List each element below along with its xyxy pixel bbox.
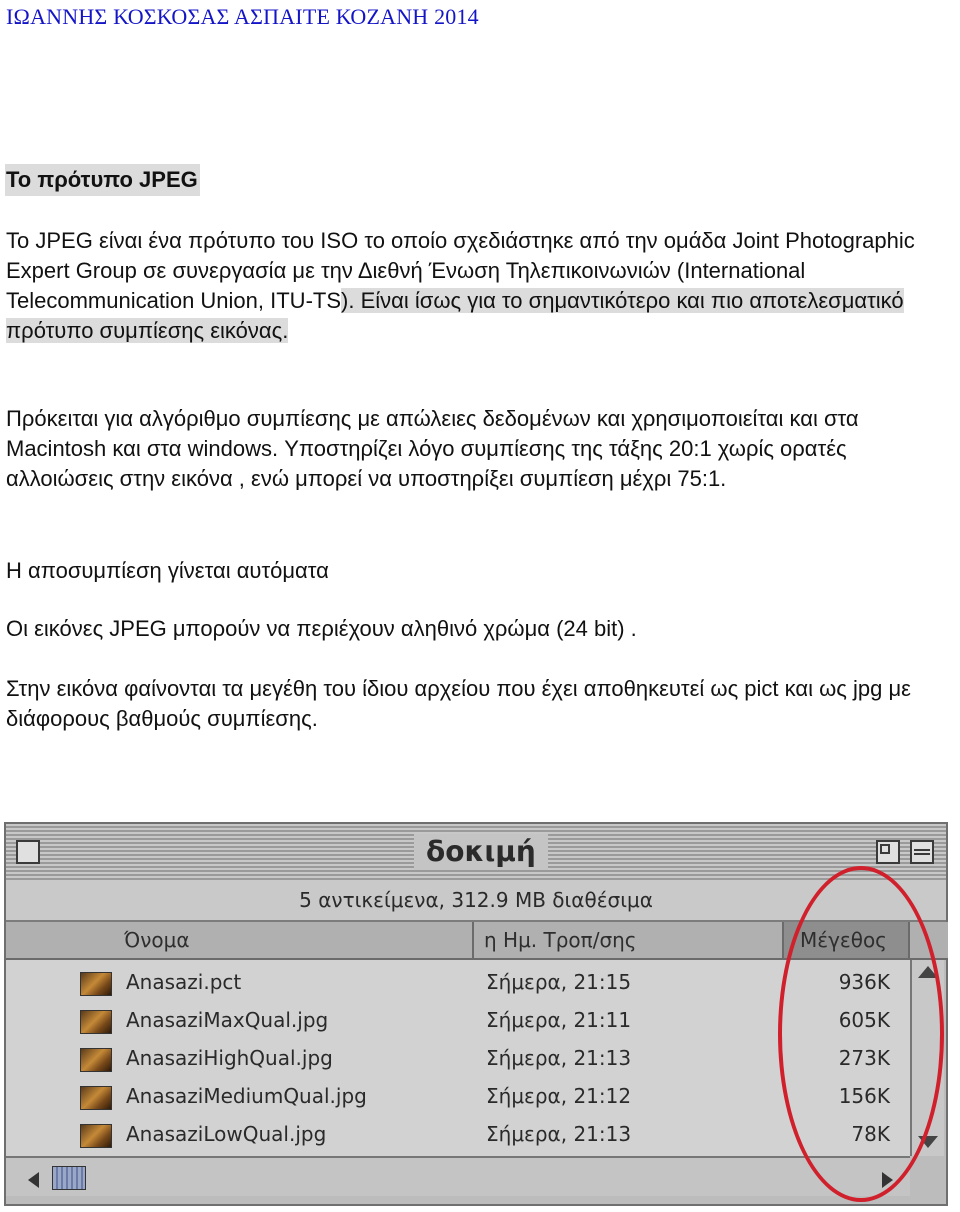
file-row[interactable]: [6, 1002, 910, 1040]
image-file-icon: [80, 1010, 112, 1034]
close-box-icon[interactable]: [16, 840, 40, 864]
paragraph-figure-note: Στην εικόνα φαίνονται τα μεγέθη του ίδιου αρχείου που έχει αποθηκευτεί ως pict και ως jpg με διάφορους βαθμούς συμπίεσης.: [6, 676, 911, 731]
column-header-name-label: Όνομα: [124, 928, 190, 952]
file-date: Σήμερα, 21:12: [486, 1084, 632, 1108]
file-name: AnasaziLowQual.jpg: [126, 1122, 327, 1146]
paragraph-intro: [6, 226, 956, 346]
file-size: 936K: [838, 970, 890, 994]
file-size: 78K: [851, 1122, 890, 1146]
paragraph-color: Οι εικόνες JPEG μπορούν να περιέχουν αληθινό χρώμα (24 bit) .: [6, 616, 637, 641]
image-file-icon: [80, 1086, 112, 1110]
image-file-icon: [80, 972, 112, 996]
zoom-box-icon[interactable]: [876, 840, 900, 864]
file-list: [6, 960, 910, 1156]
column-header-name[interactable]: [6, 922, 474, 960]
window-titlebar[interactable]: [6, 824, 946, 880]
file-size: 273K: [838, 1046, 890, 1070]
column-header-size-label: Μέγεθος: [800, 928, 887, 952]
section-title: Το πρότυπο JPEG: [5, 164, 200, 196]
file-date: Σήμερα, 21:15: [486, 970, 632, 994]
file-size: 605K: [838, 1008, 890, 1032]
file-row[interactable]: [6, 1116, 910, 1154]
file-name: AnasaziMaxQual.jpg: [126, 1008, 329, 1032]
scroll-left-arrow-icon[interactable]: [28, 1172, 39, 1188]
file-date: Σήμερα, 21:11: [486, 1008, 632, 1032]
column-header-date-label: η Ημ. Τροπ/σης: [484, 928, 637, 952]
column-header-date[interactable]: [474, 922, 784, 960]
scroll-thumb[interactable]: [52, 1166, 86, 1190]
window-title: δοκιμή: [414, 834, 548, 870]
paragraph-algorithm: Πρόκειται για αλγόριθμο συμπίεσης με απώλειες δεδομένων και χρησιμοποιείται και στα Macintosh και στα windows. Υποστηρίζει λόγο συμπίεσης της τάξης 20:1 χωρίς ορατές αλλοιώσεις στην εικόνα , ενώ μπορεί να υποστηρίξει συμπίεση μέχρι 75:1.: [6, 406, 859, 491]
file-name: Anasazi.pct: [126, 970, 242, 994]
paragraph-intro-part1: Το JPEG είναι ένα πρότυπο του ISO το οποίο σχεδιάστηκε από την ομάδα Joint Photographic Expert Group σε συνεργασία με την Διεθνή Ένωση Τηλεπικοινωνιών (International Telecommunication Union, ITU-TS: [6, 228, 915, 313]
file-name: AnasaziHighQual.jpg: [126, 1046, 333, 1070]
file-row[interactable]: [6, 1078, 910, 1116]
size-highlight-oval: [778, 866, 944, 1202]
file-row[interactable]: [6, 964, 910, 1002]
collapse-box-icon[interactable]: [910, 840, 934, 864]
file-row[interactable]: [6, 1040, 910, 1078]
horizontal-scrollbar[interactable]: [6, 1156, 910, 1196]
image-file-icon: [80, 1048, 112, 1072]
file-date: Σήμερα, 21:13: [486, 1122, 632, 1146]
window-info-bar: 5 αντικείμενα, 312.9 MB διαθέσιμα: [6, 880, 946, 922]
paragraph-decompression: Η αποσυμπίεση γίνεται αυτόματα: [6, 558, 329, 583]
file-name: AnasaziMediumQual.jpg: [126, 1084, 367, 1108]
file-size: 156K: [838, 1084, 890, 1108]
paragraph-intro-highlight: ). Είναι ίσως για το σημαντικότερο και πιο αποτελεσματικό πρότυπο συμπίεσης εικόνας.: [6, 288, 904, 343]
document-header: ΙΩΑΝΝΗΣ ΚΟΣΚΟΣΑΣ ΑΣΠΑΙΤΕ ΚΟΖΑΝΗ 2014: [6, 4, 479, 29]
image-file-icon: [80, 1124, 112, 1148]
file-date: Σήμερα, 21:13: [486, 1046, 632, 1070]
